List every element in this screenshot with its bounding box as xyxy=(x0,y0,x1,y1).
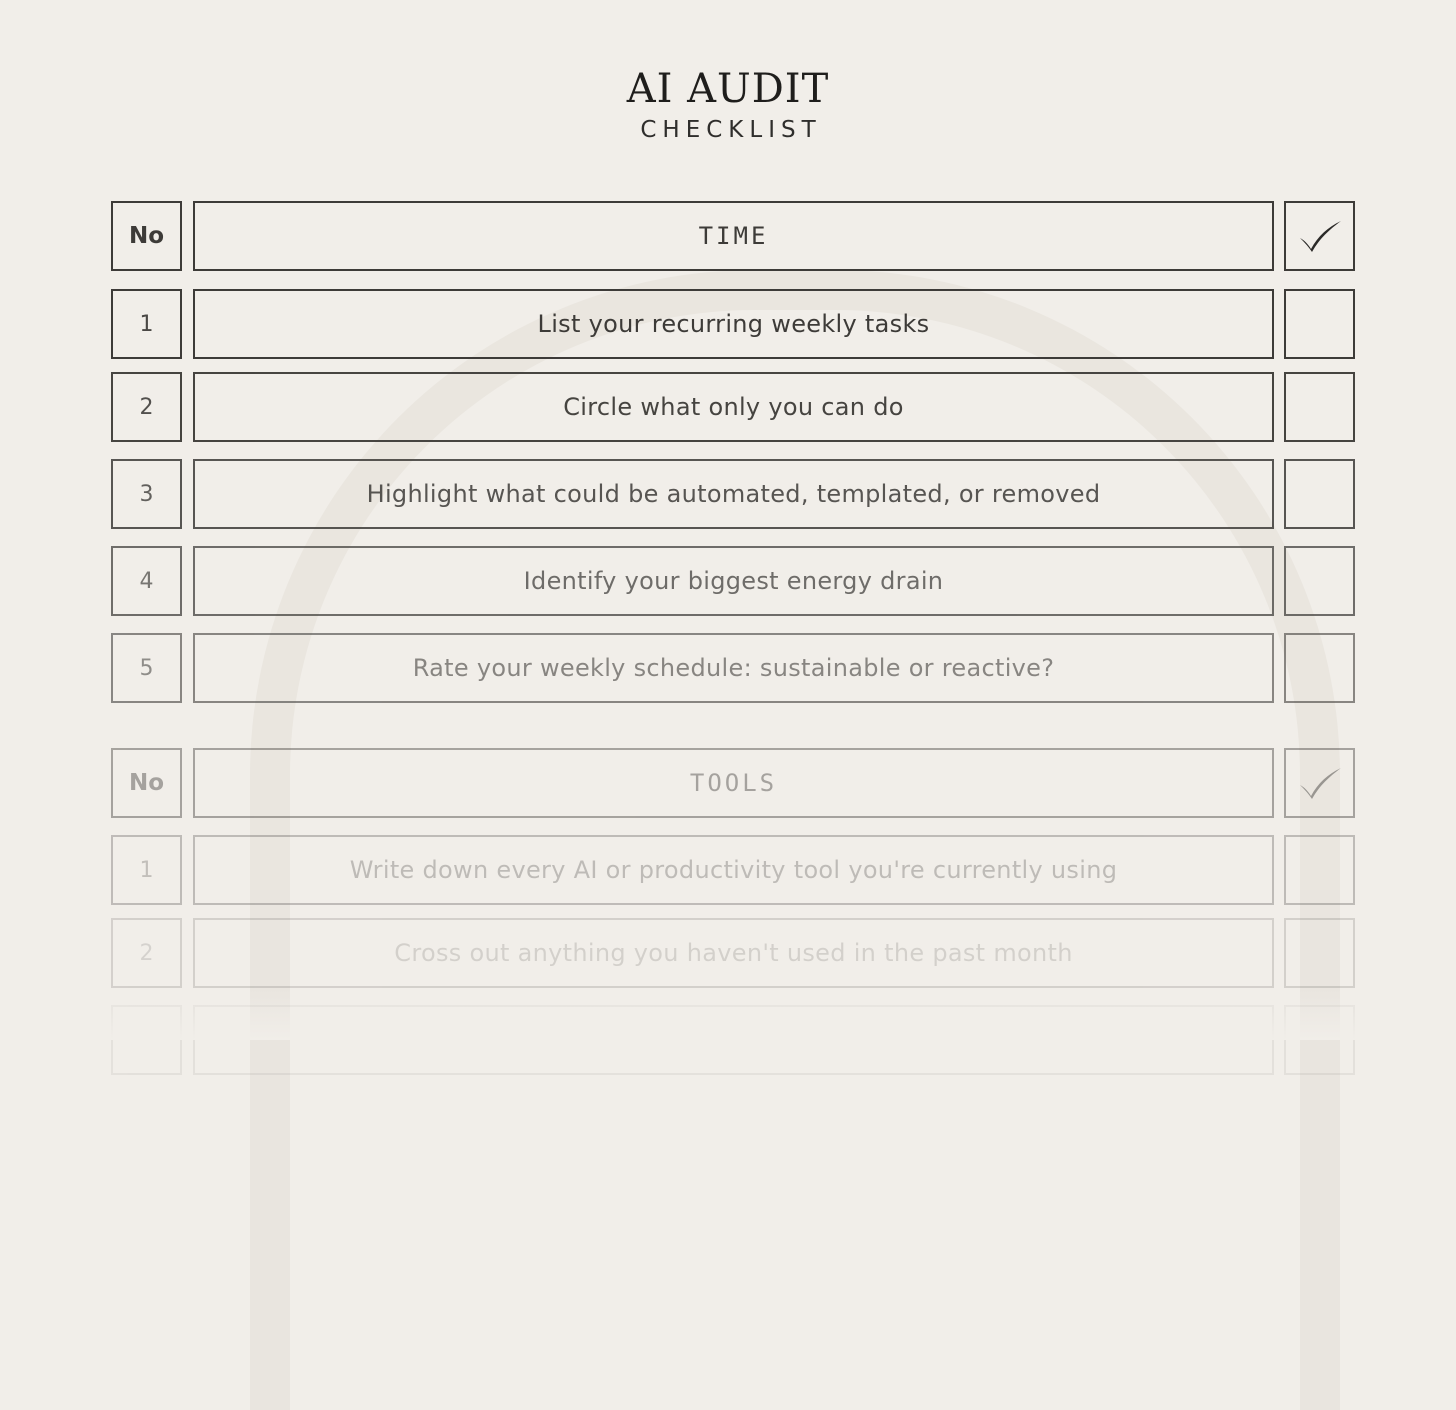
table-row xyxy=(111,918,1355,988)
no-header-label: No xyxy=(128,223,165,249)
checkbox[interactable] xyxy=(1284,459,1355,529)
checkbox[interactable] xyxy=(1284,1005,1355,1075)
table-row xyxy=(111,633,1355,703)
checkmark-icon xyxy=(1296,218,1344,254)
table-row xyxy=(111,289,1355,359)
task-cell xyxy=(193,459,1274,529)
check-header-cell xyxy=(1284,748,1355,818)
checkmark-icon xyxy=(1296,765,1344,801)
section-title-cell xyxy=(193,201,1274,271)
row-number-cell xyxy=(111,633,182,703)
task-text: Circle what only you can do xyxy=(563,393,904,421)
table-row xyxy=(111,372,1355,442)
task-cell xyxy=(193,546,1274,616)
section-header-row xyxy=(111,748,1355,818)
task-cell xyxy=(193,1005,1274,1075)
task-cell xyxy=(193,633,1274,703)
table-row xyxy=(111,546,1355,616)
page-subtitle: CHECKLIST xyxy=(640,117,822,143)
row-number-cell xyxy=(111,1005,182,1075)
task-cell xyxy=(193,289,1274,359)
task-text: Highlight what could be automated, templated, or removed xyxy=(366,480,1101,508)
no-header-cell xyxy=(111,748,182,818)
row-number-cell xyxy=(111,289,182,359)
row-number-cell xyxy=(111,546,182,616)
page-title: AI AUDIT xyxy=(626,66,830,112)
row-number: 1 xyxy=(139,857,154,883)
section-title: TOOLS xyxy=(689,769,778,797)
task-cell xyxy=(193,835,1274,905)
row-number-cell xyxy=(111,835,182,905)
checkbox[interactable] xyxy=(1284,835,1355,905)
row-number: 1 xyxy=(139,311,154,337)
section-title: TIME xyxy=(698,222,769,250)
check-header-cell xyxy=(1284,201,1355,271)
checkbox[interactable] xyxy=(1284,546,1355,616)
task-cell xyxy=(193,918,1274,988)
no-header-cell xyxy=(111,201,182,271)
checkbox[interactable] xyxy=(1284,372,1355,442)
task-text: Cross out anything you haven't used in the past month xyxy=(394,939,1073,967)
page-header xyxy=(0,62,1456,144)
task-cell xyxy=(193,372,1274,442)
table-row xyxy=(111,1005,1355,1075)
table-row xyxy=(111,835,1355,905)
section-title-cell xyxy=(193,748,1274,818)
row-number: 2 xyxy=(139,394,154,420)
checkbox[interactable] xyxy=(1284,633,1355,703)
row-number: 4 xyxy=(139,568,154,594)
table-row xyxy=(111,459,1355,529)
task-text: Identify your biggest energy drain xyxy=(523,567,944,595)
row-number-cell xyxy=(111,918,182,988)
row-number-cell xyxy=(111,372,182,442)
task-text: List your recurring weekly tasks xyxy=(537,310,930,338)
row-number-cell xyxy=(111,459,182,529)
checkbox[interactable] xyxy=(1284,918,1355,988)
no-header-label: No xyxy=(128,770,165,796)
row-number: 3 xyxy=(139,481,154,507)
row-number: 5 xyxy=(139,655,154,681)
section-header-row xyxy=(111,201,1355,271)
task-text: Rate your weekly schedule: sustainable or reactive? xyxy=(412,654,1055,682)
row-number: 2 xyxy=(139,940,154,966)
task-text: Write down every AI or productivity tool you're currently using xyxy=(349,856,1118,884)
checkbox[interactable] xyxy=(1284,289,1355,359)
